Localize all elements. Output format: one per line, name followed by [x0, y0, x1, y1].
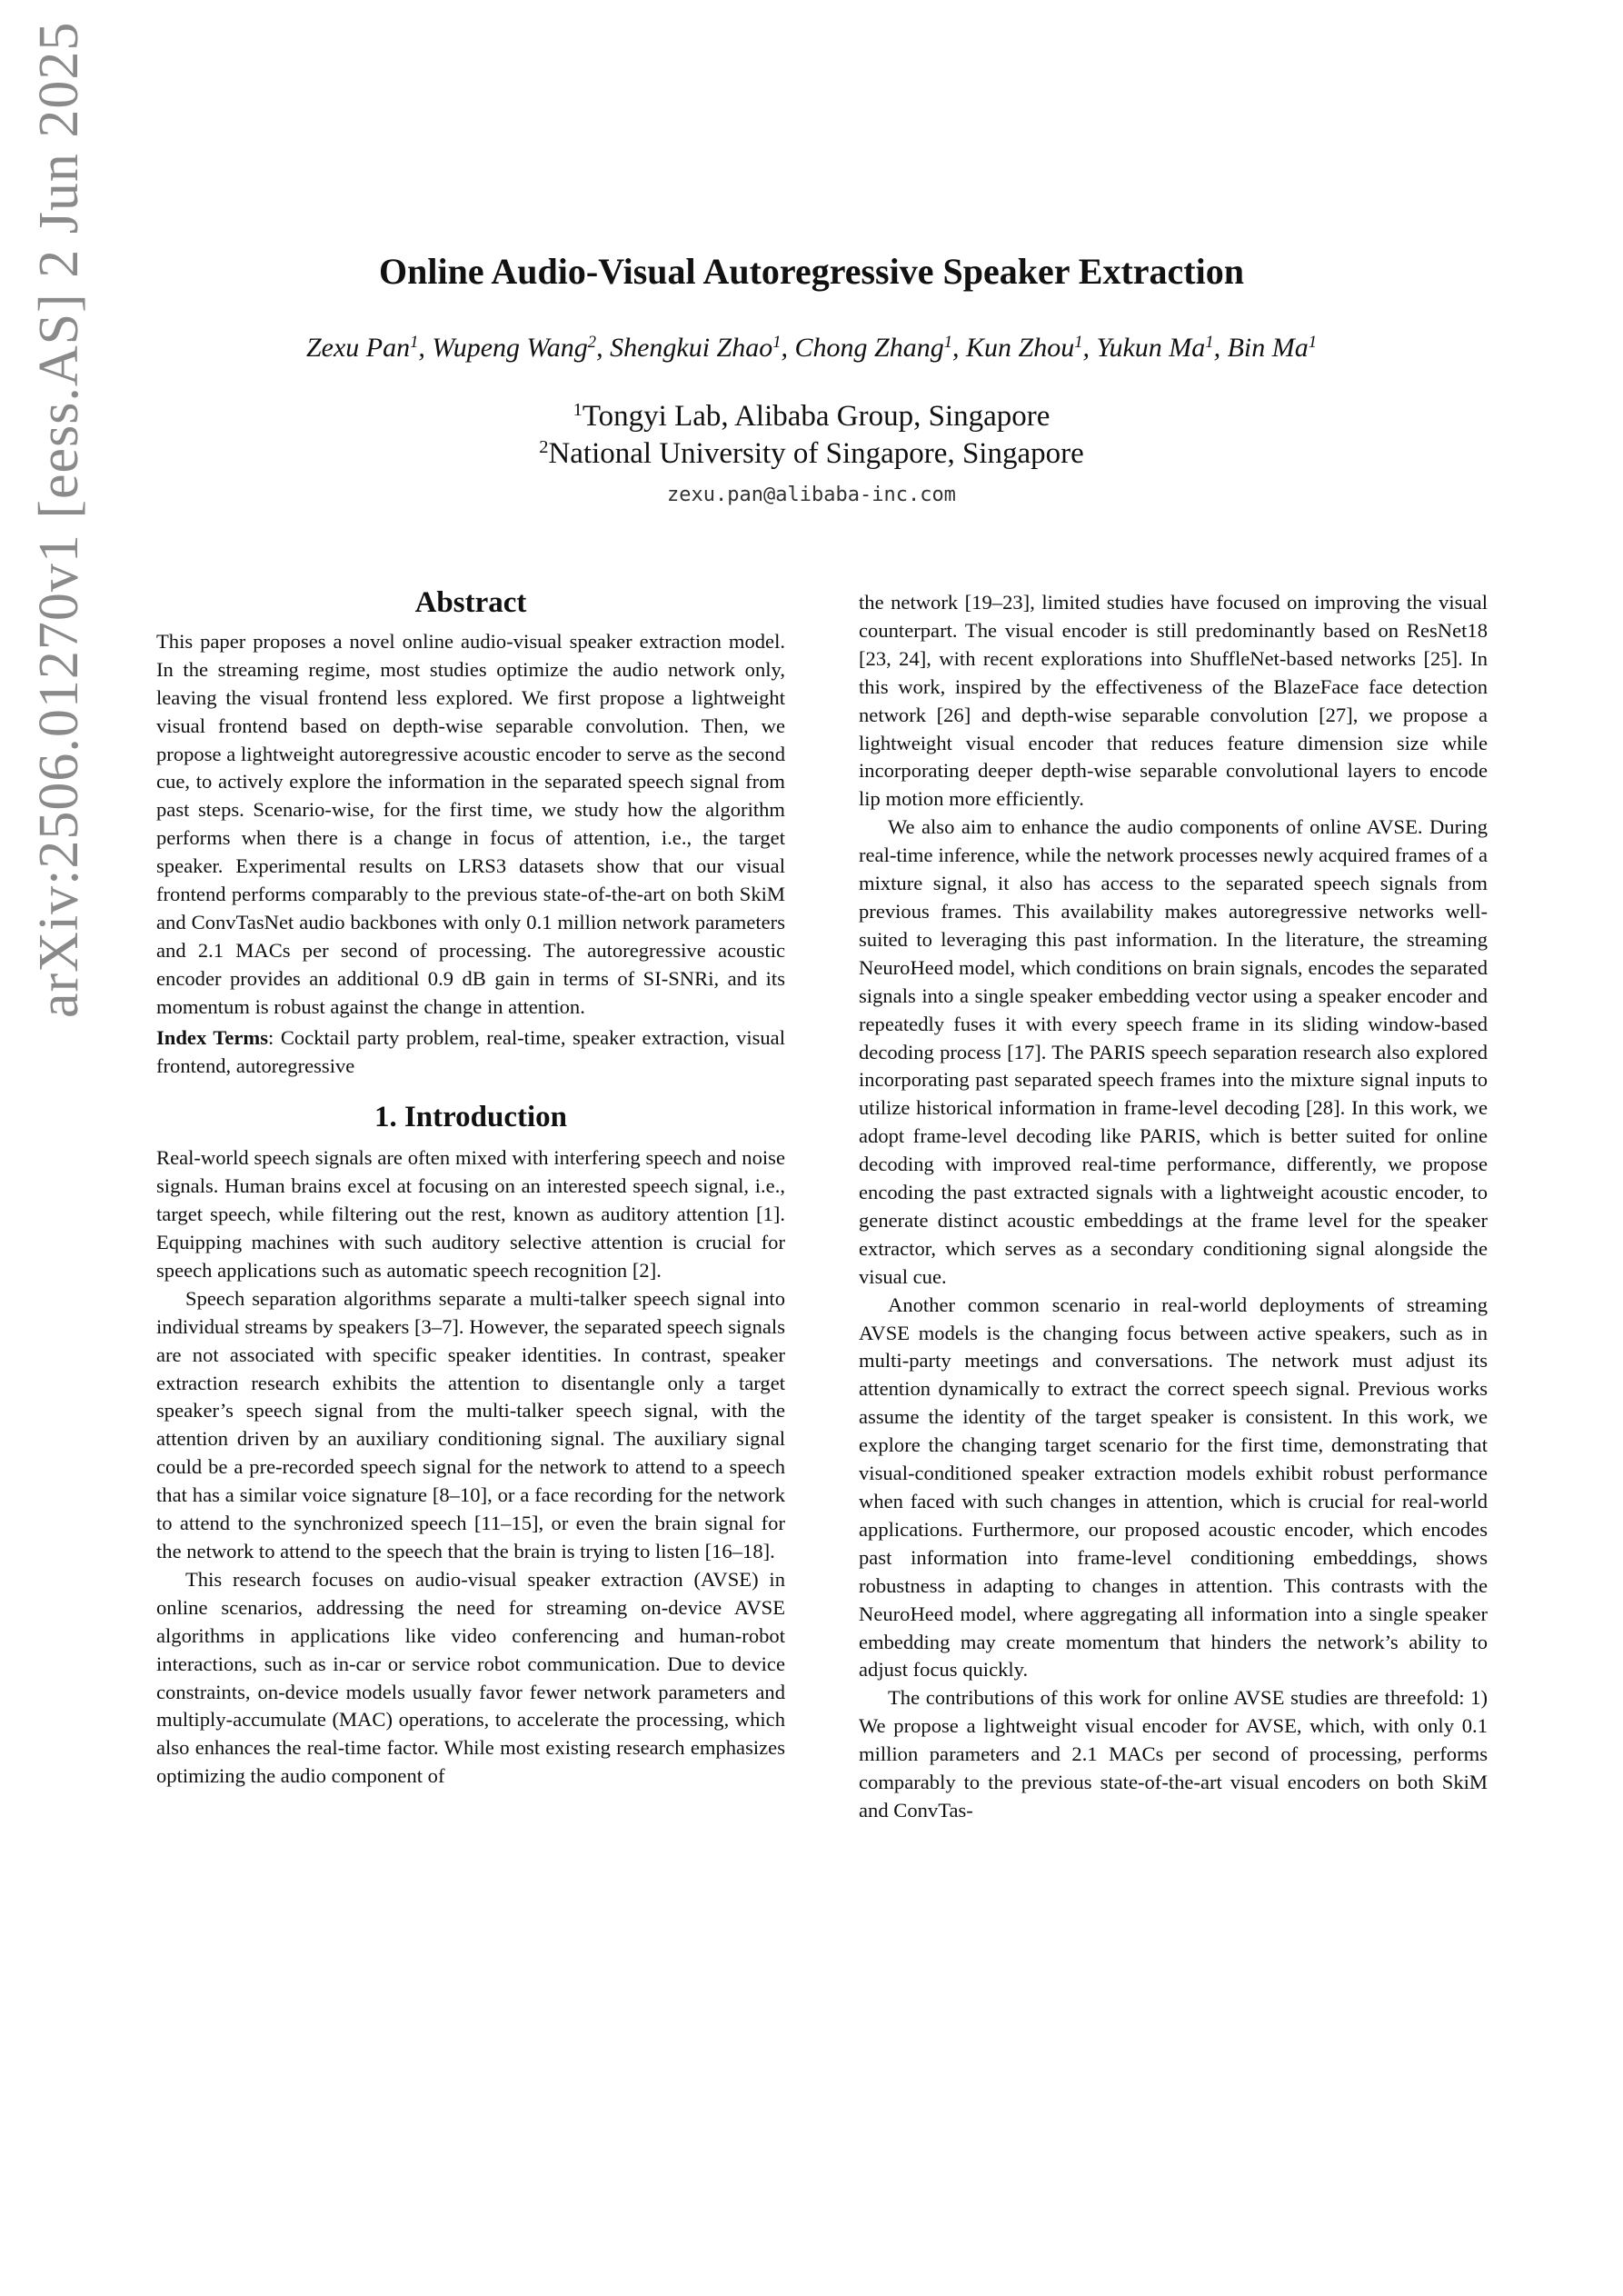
intro-paragraph: Real-world speech signals are often mixed with interfering speech and noise signals. Human brains excel at focusing on an interested speech signal, i.e., target speech, while filtering out the rest, known as auditory attention [1]. Equipping machines with such auditory selective attention is crucial for speech applications such as automatic speech recognition [2]. [156, 1146, 785, 1282]
body-paragraph: the network [19–23], limited studies have focused on improving the visual counterpart. The visual encoder is still predominantly based on ResNet18 [23, 24], with recent explorations into ShuffleNet-based networks [25]. In this work, inspired by the effectiveness of the BlazeFace face detection network [26] and depth-wise separable convolution [27], we propose a lightweight visual encoder that reduces feature dimension size while incorporating deeper depth-wise separable convolutional layers to encode lip motion more efficiently. [859, 591, 1488, 811]
author-affiliation-mark: 1 [1074, 332, 1083, 352]
author-name: Chong Zhang [794, 333, 944, 363]
abstract-text: This paper proposes a novel online audio-visual speaker extraction model. In the streaming regime, most studies optimize the audio network only, leaving the visual frontend less explored. We first propose a lightweight visual frontend based on depth-wise separable convolution. Then, we propose a lightweight autoregressive acoustic encoder to serve as the second cue, to actively explore the information in the separated speech signal from past steps. Scenario-wise, for the first time, we study how the algorithm performs when there is a change in focus of attention, i.e., the target speaker. Experimental results on LRS3 datasets show that our visual frontend performs comparably to the previous state-of-the-art on both SkiM and ConvTasNet audio backbones with only 0.1 million network parameters and 2.1 MACs per second of processing. The autoregressive acoustic encoder provides an additional 0.9 dB gain in terms of SI-SNRi, and its momentum is robust against the change in attention. [156, 629, 785, 1018]
index-terms-label: Index Terms [156, 1025, 269, 1049]
paper-title: Online Audio-Visual Autoregressive Speaker Extraction [379, 251, 1244, 292]
body-paragraph: Another common scenario in real-world deployments of streaming AVSE models is the changing focus between active speakers, such as in multi-party meetings and conversations. The network must adjust its attention dynamically to extract the correct speech signal. Previous works assume the identity of the target speaker is consistent. In this work, we explore the changing target scenario for the first time, demonstrating that visual-conditioned speaker extraction models exhibit robust performance when faced with such changes in attention, which is crucial for real-world applications. Furthermore, our proposed acoustic encoder, which encodes past information into frame-level conditioning embeddings, shows robustness in adapting to changes in attention. This contrasts with the NeuroHeed model, where aggregating all information into a single speaker embedding may create momentum that hinders the network’s ability to adjust focus quickly. [859, 1293, 1488, 1682]
index-terms [156, 1024, 785, 1081]
author-name: Wupeng Wang [432, 333, 588, 363]
author [1097, 333, 1214, 363]
author [966, 333, 1083, 363]
author-affiliation-mark: 1 [943, 332, 953, 352]
affiliation-text: National University of Singapore, Singapore [548, 437, 1084, 470]
author [432, 333, 596, 363]
author-affiliation-mark: 1 [772, 332, 782, 352]
right-column [859, 589, 1488, 1825]
author-name: Shengkui Zhao [610, 333, 773, 363]
affiliation-1 [0, 400, 1623, 434]
author-name: Kun Zhou [966, 333, 1075, 363]
author-list: Zexu Pan$^1$, Wupeng Wang$^2$, Shengkui Zhao$^1$, Chong Zhang$^1$, Kun Zhou$^1$, Yukun Ma$^1$, Bin Ma$^1$ [305, 332, 1318, 363]
author [306, 333, 418, 363]
intro-paragraph: This research focuses on audio-visual speaker extraction (AVSE) in online scenarios, addressing the need for streaming on-device AVSE algorithms in applications like video conferencing and human-robot interactions, such as in-car or service robot communication. Due to device constraints, on-device models usually favor fewer network parameters and multiply-accumulate (MAC) operations, to accelerate the processing, which also enhances the real-time factor. While most existing research emphasizes optimizing the audio component of [156, 1567, 785, 1788]
arxiv-identifier-stamp: arXiv:2506.01270v1 [eess.AS] 2 Jun 2025 [28, 21, 90, 1018]
affiliation-mark: 1 [573, 399, 582, 420]
author-affiliation-mark: 1 [1308, 332, 1318, 352]
affiliation-2 [0, 437, 1623, 471]
affiliation-text: Tongyi Lab, Alibaba Group, Singapore [582, 400, 1050, 433]
abstract-heading: Abstract [414, 586, 527, 619]
author-affiliation-mark: 2 [587, 332, 597, 352]
author [610, 333, 781, 363]
contact-email[interactable]: zexu.pan@alibaba-inc.com [667, 484, 956, 506]
body-paragraph: We also aim to enhance the audio components of online AVSE. During real-time inference, while the network processes newly acquired frames of a mixture signal, it also has access to the separated speech signals from previous frames. This availability makes autoregressive networks well-suited to leveraging this past information. In the literature, the streaming NeuroHeed model, which conditions on brain signals, encodes the separated signals into a single speaker embedding vector using a speaker encoder and repeatedly fuses it with every speech frame in its sliding window-based decoding process [17]. The PARIS speech separation research also explored incorporating past separated speech frames into the mixture signal inputs to utilize historical information in frame-level decoding [28]. In this work, we adopt frame-level decoding like PARIS, which is better suited for online decoding with improved real-time performance, differently, we propose encoding the past extracted signals with a lightweight acoustic encoder, to generate distinct acoustic embeddings at the frame level for the speaker extractor, which serves as a secondary conditioning signal alongside the visual cue. [859, 815, 1488, 1288]
affiliation-mark: 2 [539, 436, 549, 457]
body-paragraph: The contributions of this work for online AVSE studies are threefold: 1) We propose a lightweight visual encoder for AVSE, which, with only 0.1 million parameters and 2.1 MACs per second of processing, performs comparably to the previous state-of-the-art visual encoders on both SkiM and ConvTas- [859, 1686, 1488, 1822]
author-name: Yukun Ma [1096, 333, 1206, 363]
author-name: Bin Ma [1227, 333, 1309, 363]
introduction-heading: 1. Introduction [373, 1101, 568, 1134]
author-affiliation-mark: 1 [1205, 332, 1214, 352]
left-column [156, 586, 785, 1791]
author-name: Zexu Pan [305, 333, 411, 363]
author [795, 333, 953, 363]
intro-paragraph: Speech separation algorithms separate a multi-talker speech signal into individual streams by speakers [3–7]. However, the separated speech signals are not associated with specific speaker identities. In contrast, speaker extraction research exhibits the attention to disentangle only a target speaker’s speech signal from the multi-talker speech signal, with the attention driven by an auxiliary conditioning signal. The auxiliary signal could be a pre-recorded speech signal for the network to attend to a speech that has a similar voice signature [8–10], or a face recording for the network to attend to the synchronized speech [11–15], or even the brain signal for the network to attend to the speech that the brain is trying to listen [16–18]. [156, 1286, 785, 1562]
index-terms-text: : Cocktail party problem, real-time, speaker extraction, visual frontend, autoregressive [156, 1025, 785, 1077]
author-affiliation-mark: 1 [410, 332, 419, 352]
author [1228, 333, 1317, 363]
